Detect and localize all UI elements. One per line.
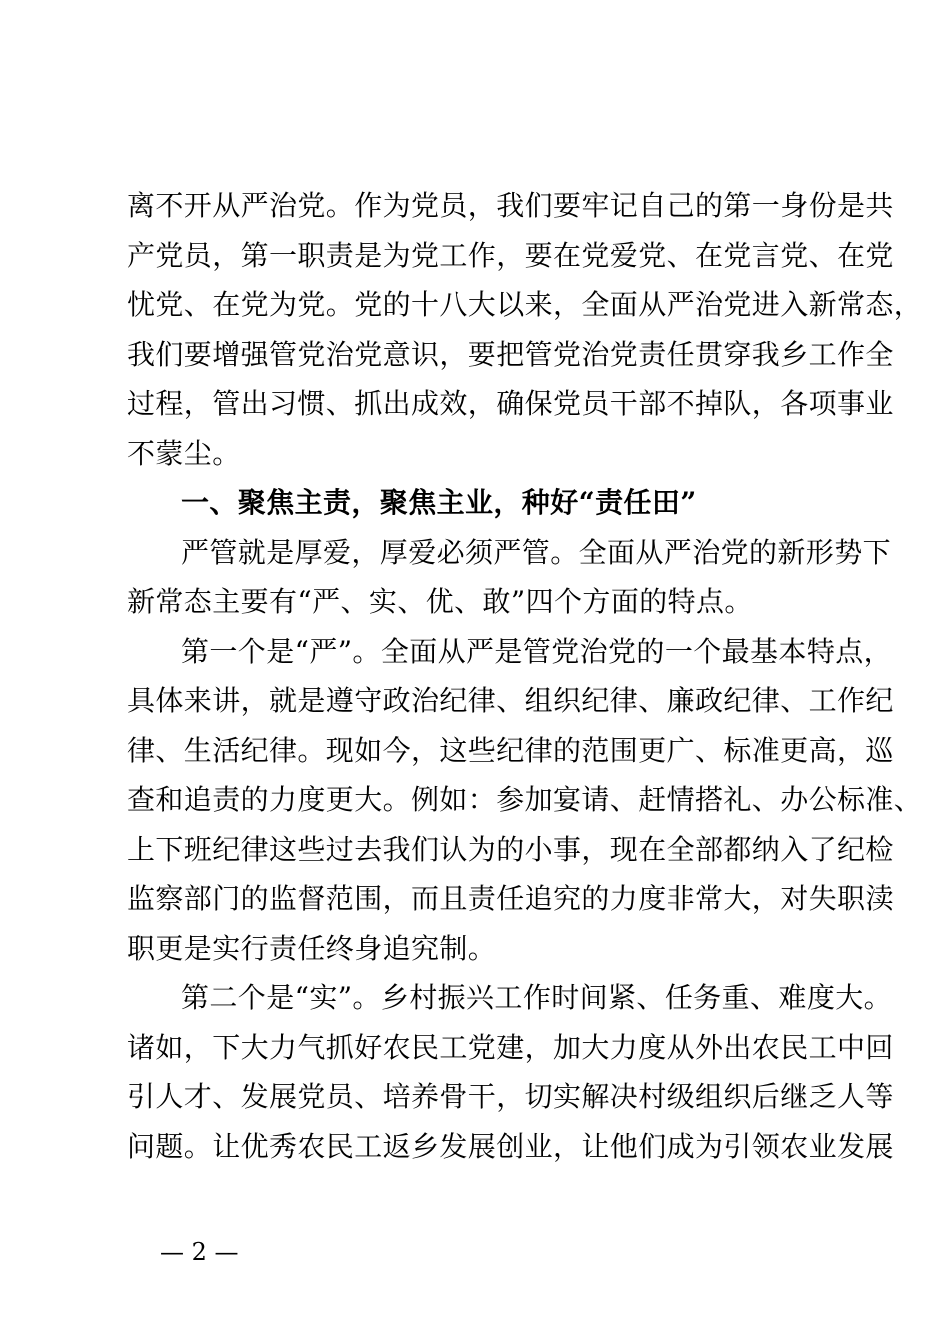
text-line: 律、生活纪律。现如今，这些纪律的范围更广、标准更高，巡 (127, 733, 894, 767)
section-heading: 一、聚焦主责，聚焦主业，种好“责任田” (181, 486, 697, 519)
text-line: 产党员，第一职责是为党工作，要在党爱党、在党言党、在党 (127, 238, 894, 272)
text-line: 职更是实行责任终身追究制。 (127, 931, 497, 965)
text-line: 忧党、在党为党。党的十八大以来，全面从严治党进入新常态， (127, 288, 923, 321)
text-line: 第一个是“严”。全面从严是管党治党的一个最基本特点， (181, 634, 893, 668)
body-text (127, 181, 923, 1171)
text-line: 上下班纪律这些过去我们认为的小事，现在全部都纳入了纪检 (127, 832, 894, 866)
text-line: 具体来讲，就是遵守政治纪律、组织纪律、廉政纪律、工作纪 (127, 684, 894, 717)
text-line: 问题。让优秀农民工返乡发展创业，让他们成为引领农业发展 (127, 1129, 894, 1163)
text-line: 我们要增强管党治党意识，要把管党治党责任贯穿我乡工作全 (127, 337, 894, 371)
text-line: 严管就是厚爱，厚爱必须严管。全面从严治党的新形势下 (181, 535, 892, 569)
text-line: 新常态主要有“严、实、优、敢”四个方面的特点。 (127, 585, 753, 618)
text-line: 监察部门的监督范围，而且责任追究的力度非常大，对失职渎 (127, 882, 894, 915)
text-line: 查和追责的力度更大。例如：参加宴请、赶情搭礼、办公标准、 (127, 783, 923, 816)
page-number: — 2 — (160, 1238, 239, 1266)
text-line: 引人才、发展党员、培养骨干，切实解决村级组织后继乏人等 (127, 1080, 894, 1113)
text-line: 离不开从严治党。作为党员，我们要牢记自己的第一身份是共 (127, 189, 894, 222)
text-line: 不蒙尘。 (127, 436, 241, 470)
text-line: 第二个是“实”。乡村振兴工作时间紧、任务重、难度大。 (181, 981, 893, 1014)
text-line: 诸如，下大力气抓好农民工党建，加大力度从外出农民工中回 (127, 1030, 894, 1064)
text-line: 过程，管出习惯、抓出成效，确保党员干部不掉队，各项事业 (127, 387, 894, 420)
